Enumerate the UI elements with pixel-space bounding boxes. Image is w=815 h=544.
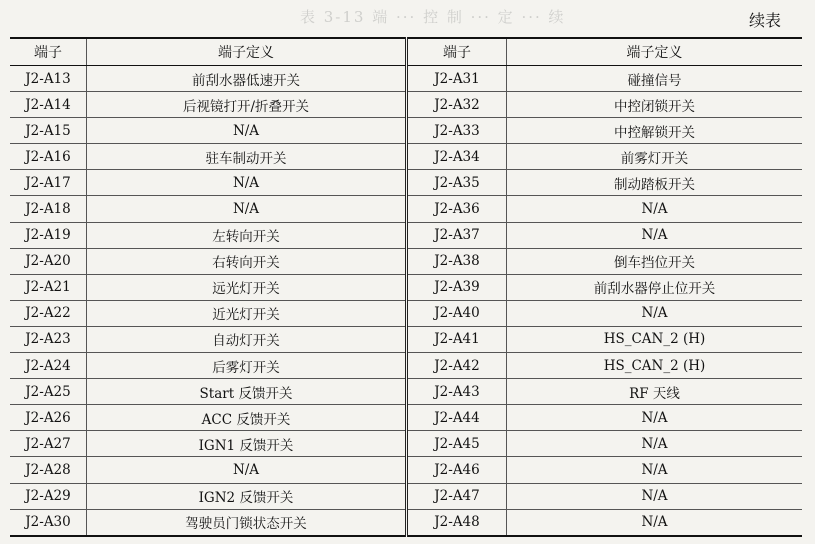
table-header-row bbox=[10, 38, 802, 66]
terminal-definition-cell: N/A bbox=[507, 196, 803, 222]
terminal-definition-cell: RF 天线 bbox=[507, 379, 803, 405]
table-row bbox=[10, 300, 802, 326]
continued-label: 续表 bbox=[748, 11, 781, 30]
terminal-definition-cell: HS_CAN_2 (H) bbox=[507, 326, 803, 352]
terminal-id-cell: J2-A43 bbox=[407, 379, 507, 405]
terminal-id-cell: J2-A20 bbox=[10, 248, 87, 274]
table-row bbox=[10, 66, 802, 92]
table-row bbox=[10, 509, 802, 536]
terminal-definition-table bbox=[10, 37, 802, 537]
terminal-definition-cell: 右转向开关 bbox=[87, 248, 407, 274]
terminal-definition-cell: N/A bbox=[507, 457, 803, 483]
terminal-definition-cell: IGN2 反馈开关 bbox=[87, 483, 407, 509]
terminal-definition-cell: HS_CAN_2 (H) bbox=[507, 353, 803, 379]
terminal-definition-cell: N/A bbox=[87, 457, 407, 483]
terminal-id-cell: J2-A17 bbox=[10, 170, 87, 196]
terminal-id-cell: J2-A22 bbox=[10, 300, 87, 326]
table-row bbox=[10, 118, 802, 144]
table-row bbox=[10, 353, 802, 379]
table-row bbox=[10, 92, 802, 118]
terminal-id-cell: J2-A24 bbox=[10, 353, 87, 379]
terminal-definition-cell: 前雾灯开关 bbox=[507, 144, 803, 170]
table-row bbox=[10, 326, 802, 352]
terminal-definition-cell: 驻车制动开关 bbox=[87, 144, 407, 170]
table-row bbox=[10, 405, 802, 431]
terminal-definition-cell: 后雾灯开关 bbox=[87, 353, 407, 379]
bleed-through-text: 表 3-13 端 ··· 控 制 ··· 定 ··· 续 bbox=[300, 8, 566, 26]
terminal-definition-cell: 倒车挡位开关 bbox=[507, 248, 803, 274]
terminal-id-cell: J2-A47 bbox=[407, 483, 507, 509]
terminal-id-cell: J2-A37 bbox=[407, 222, 507, 248]
terminal-id-cell: J2-A40 bbox=[407, 300, 507, 326]
terminal-definition-cell: ACC 反馈开关 bbox=[87, 405, 407, 431]
terminal-definition-cell: 碰撞信号 bbox=[507, 66, 803, 92]
terminal-id-cell: J2-A42 bbox=[407, 353, 507, 379]
terminal-id-cell: J2-A15 bbox=[10, 118, 87, 144]
table-row bbox=[10, 431, 802, 457]
table-body bbox=[10, 66, 802, 536]
terminal-definition-cell: 自动灯开关 bbox=[87, 326, 407, 352]
table-row bbox=[10, 457, 802, 483]
terminal-id-cell: J2-A27 bbox=[10, 431, 87, 457]
terminal-definition-cell: 前刮水器低速开关 bbox=[87, 66, 407, 92]
terminal-definition-cell: 左转向开关 bbox=[87, 222, 407, 248]
terminal-id-cell: J2-A46 bbox=[407, 457, 507, 483]
terminal-definition-cell: IGN1 反馈开关 bbox=[87, 431, 407, 457]
terminal-id-cell: J2-A35 bbox=[407, 170, 507, 196]
terminal-definition-cell: 近光灯开关 bbox=[87, 300, 407, 326]
terminal-definition-cell: N/A bbox=[507, 222, 803, 248]
terminal-definition-cell: 中控解锁开关 bbox=[507, 118, 803, 144]
terminal-id-cell: J2-A36 bbox=[407, 196, 507, 222]
terminal-id-cell: J2-A25 bbox=[10, 379, 87, 405]
terminal-id-cell: J2-A48 bbox=[407, 509, 507, 536]
terminal-definition-cell: 前刮水器停止位开关 bbox=[507, 274, 803, 300]
terminal-id-cell: J2-A34 bbox=[407, 144, 507, 170]
terminal-definition-cell: N/A bbox=[87, 118, 407, 144]
terminal-definition-cell: 中控闭锁开关 bbox=[507, 92, 803, 118]
terminal-id-cell: J2-A21 bbox=[10, 274, 87, 300]
table-row bbox=[10, 196, 802, 222]
terminal-definition-cell: 制动踏板开关 bbox=[507, 170, 803, 196]
terminal-id-cell: J2-A33 bbox=[407, 118, 507, 144]
table-row bbox=[10, 170, 802, 196]
terminal-definition-cell: N/A bbox=[87, 170, 407, 196]
terminal-definition-cell: N/A bbox=[507, 405, 803, 431]
table-row bbox=[10, 483, 802, 509]
terminal-definition-cell: 驾驶员门锁状态开关 bbox=[87, 509, 407, 536]
terminal-id-cell: J2-A44 bbox=[407, 405, 507, 431]
column-header-definition-left: 端子定义 bbox=[87, 38, 407, 66]
table-row bbox=[10, 274, 802, 300]
terminal-id-cell: J2-A41 bbox=[407, 326, 507, 352]
terminal-id-cell: J2-A32 bbox=[407, 92, 507, 118]
terminal-id-cell: J2-A18 bbox=[10, 196, 87, 222]
terminal-definition-cell: N/A bbox=[507, 431, 803, 457]
terminal-id-cell: J2-A39 bbox=[407, 274, 507, 300]
terminal-definition-cell: 后视镜打开/折叠开关 bbox=[87, 92, 407, 118]
table-row bbox=[10, 222, 802, 248]
column-header-terminal-left: 端子 bbox=[10, 38, 87, 66]
terminal-definition-cell: N/A bbox=[87, 196, 407, 222]
terminal-id-cell: J2-A31 bbox=[407, 66, 507, 92]
terminal-id-cell: J2-A14 bbox=[10, 92, 87, 118]
terminal-id-cell: J2-A16 bbox=[10, 144, 87, 170]
terminal-definition-cell: Start 反馈开关 bbox=[87, 379, 407, 405]
table-row bbox=[10, 144, 802, 170]
terminal-id-cell: J2-A38 bbox=[407, 248, 507, 274]
terminal-id-cell: J2-A29 bbox=[10, 483, 87, 509]
terminal-definition-cell: 远光灯开关 bbox=[87, 274, 407, 300]
terminal-definition-cell: N/A bbox=[507, 300, 803, 326]
terminal-id-cell: J2-A19 bbox=[10, 222, 87, 248]
terminal-id-cell: J2-A28 bbox=[10, 457, 87, 483]
terminal-id-cell: J2-A13 bbox=[10, 66, 87, 92]
column-header-terminal-right: 端子 bbox=[407, 38, 507, 66]
terminal-id-cell: J2-A23 bbox=[10, 326, 87, 352]
terminal-id-cell: J2-A26 bbox=[10, 405, 87, 431]
terminal-id-cell: J2-A30 bbox=[10, 509, 87, 536]
terminal-id-cell: J2-A45 bbox=[407, 431, 507, 457]
column-header-definition-right: 端子定义 bbox=[507, 38, 803, 66]
table-row bbox=[10, 248, 802, 274]
terminal-definition-cell: N/A bbox=[507, 483, 803, 509]
terminal-definition-cell: N/A bbox=[507, 509, 803, 536]
table-row bbox=[10, 379, 802, 405]
